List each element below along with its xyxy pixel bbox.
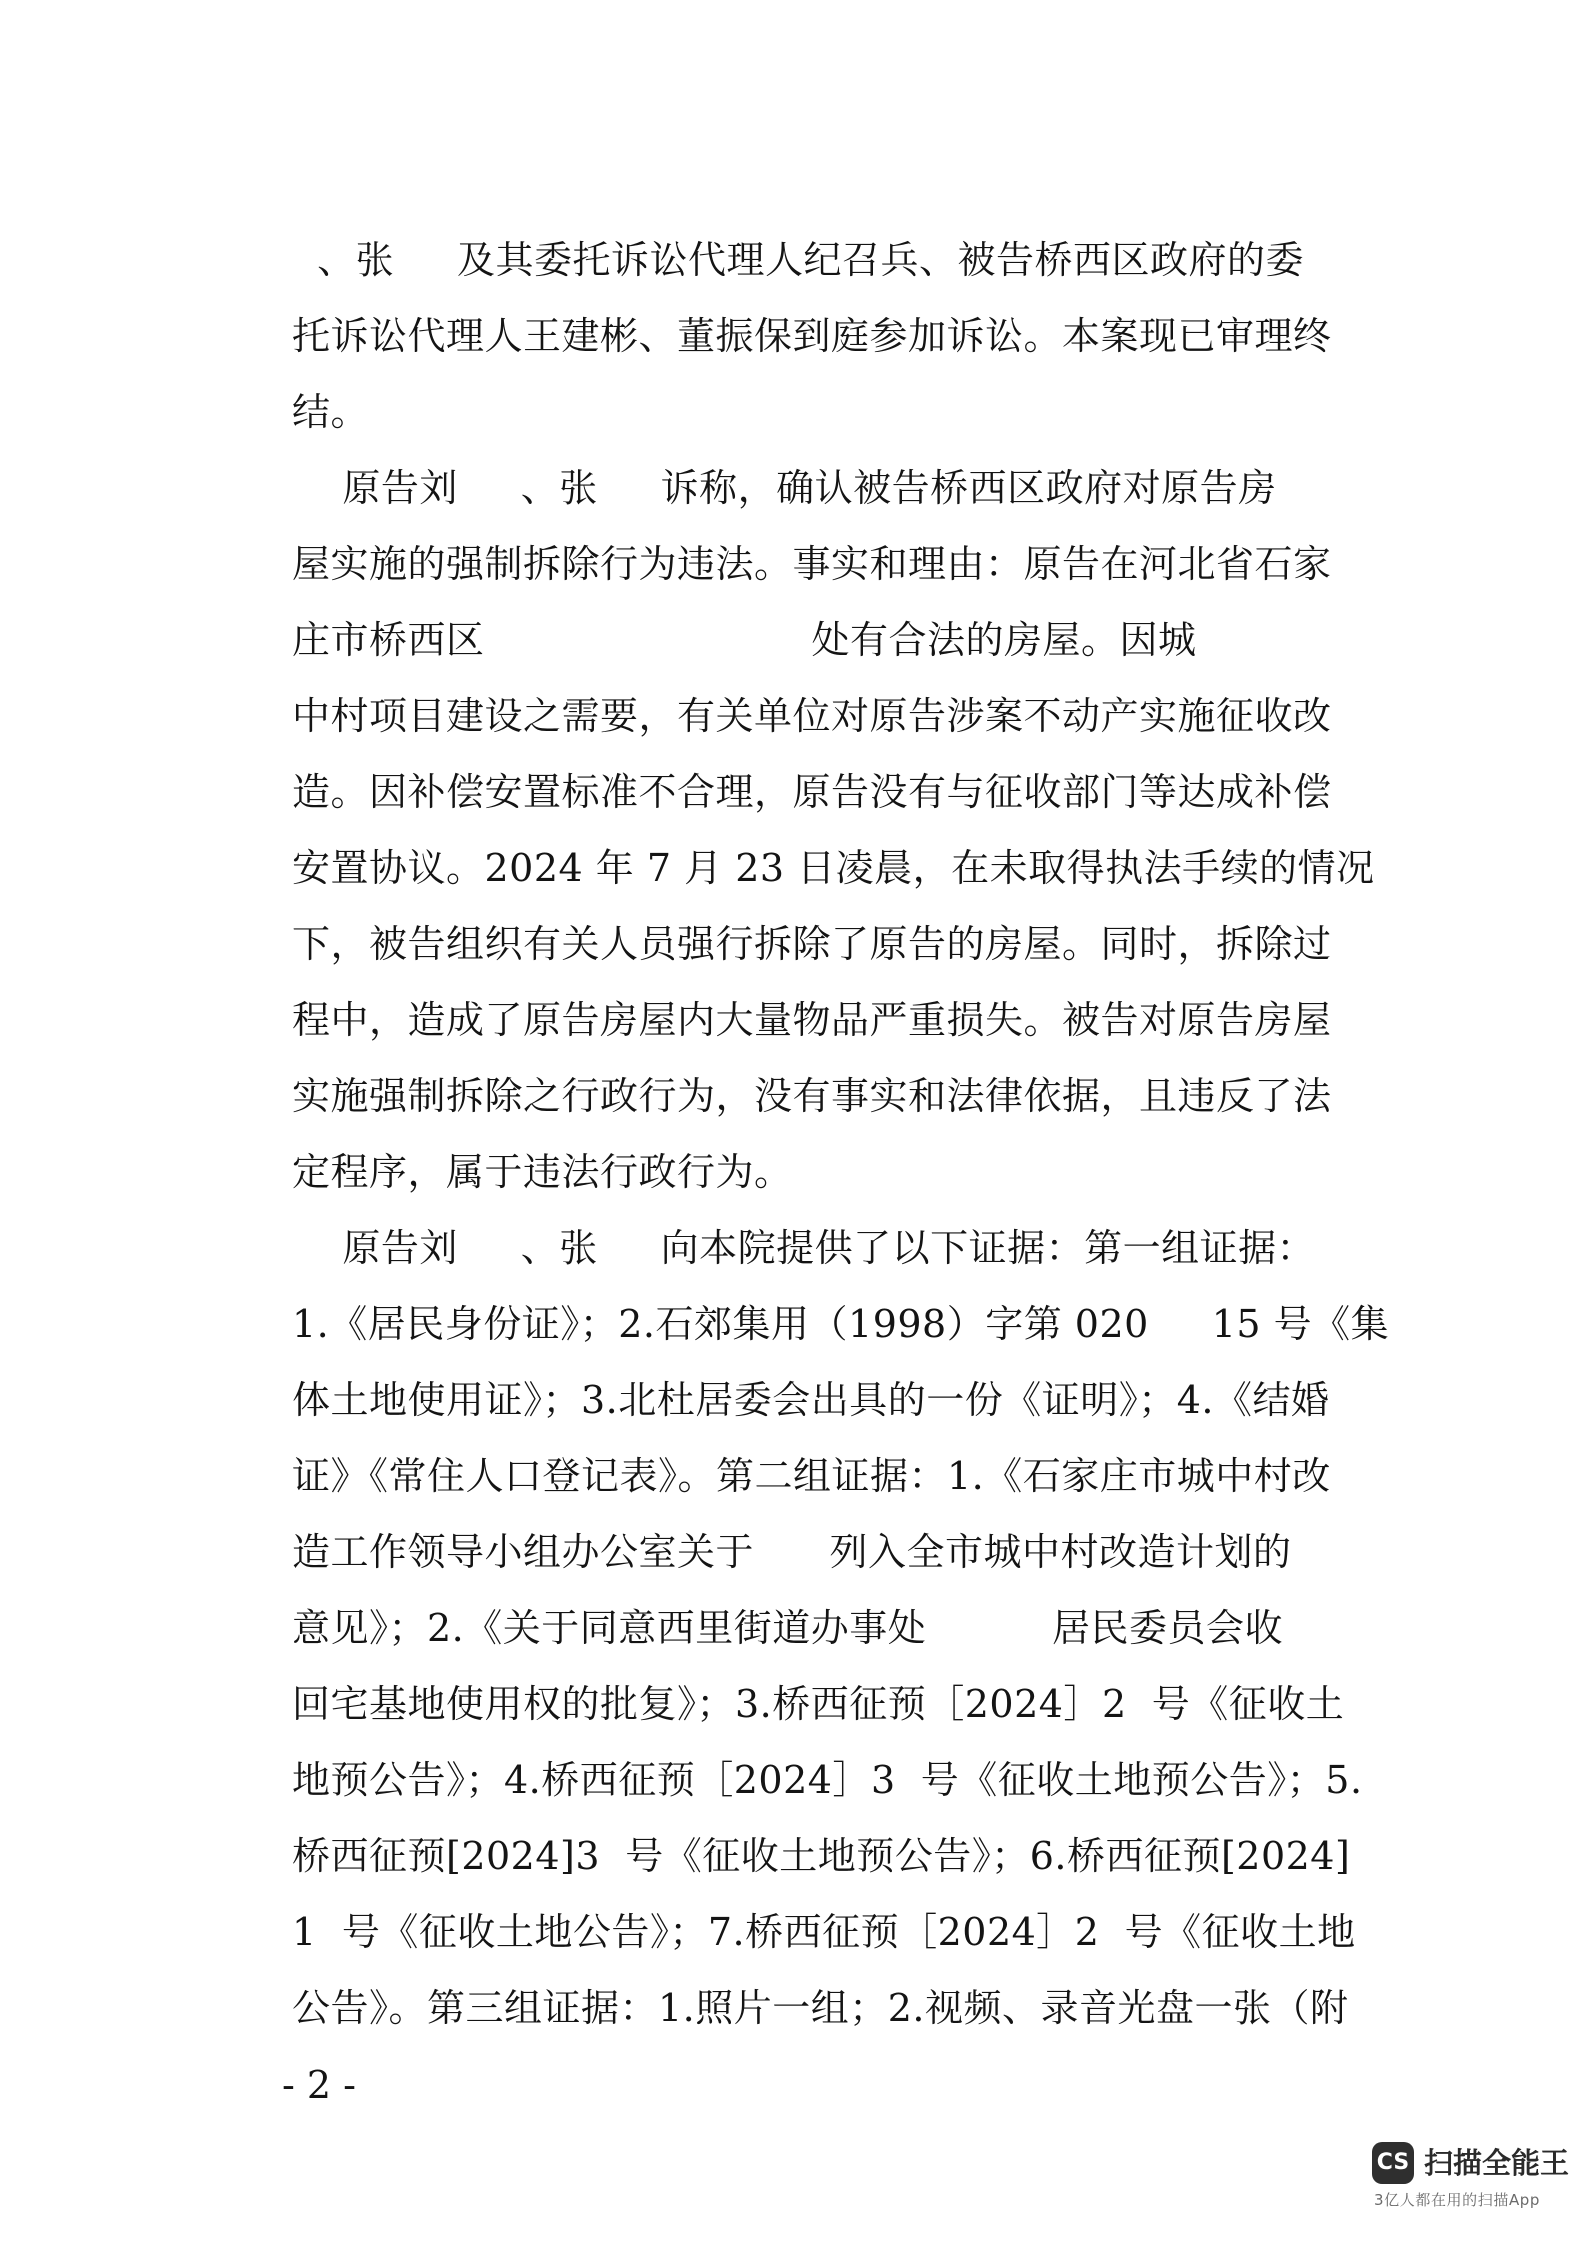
text-line: 1.《居民身份证》；2.石郊集用（1998）字第 020 15 号《集 <box>292 1302 1390 1346</box>
text-line: 造工作领导小组办公室关于 列入全市城中村改造计划的 <box>292 1530 1292 1574</box>
text-line: 造。因补偿安置标准不合理，原告没有与征收部门等达成补偿 <box>292 770 1332 814</box>
scanner-watermark <box>1372 2140 1572 2220</box>
text-line: 证》《常住人口登记表》。第二组证据：1.《石家庄市城中村改 <box>292 1454 1331 1498</box>
text-line: 公告》。第三组证据：1.照片一组；2.视频、录音光盘一张（附 <box>292 1986 1349 2030</box>
text-line: 庄市桥西区 处有合法的房屋。因城 <box>292 618 1197 662</box>
text-line: 桥西征预[2024]3 号《征收土地预公告》；6.桥西征预[2024] <box>292 1834 1351 1878</box>
cs-logo-icon: CS <box>1372 2142 1414 2184</box>
text-line: 中村项目建设之需要，有关单位对原告涉案不动产实施征收改 <box>292 694 1332 738</box>
page-number: - 2 - <box>282 2063 357 2107</box>
text-line: 原告刘 、张 诉称，确认被告桥西区政府对原告房 <box>292 466 1277 510</box>
text-line: 定程序，属于违法行政行为。 <box>292 1150 793 1194</box>
text-line: 回宅基地使用权的批复》；3.桥西征预［2024］2 号《征收土 <box>292 1682 1345 1726</box>
text-line: 意见》；2.《关于同意西里街道办事处 居民委员会收 <box>292 1606 1284 1650</box>
text-line: 安置协议。2024 年 7 月 23 日凌晨，在未取得执法手续的情况 <box>292 846 1375 890</box>
text-line: 、张 及其委托诉讼代理人纪召兵、被告桥西区政府的委 <box>292 238 1305 282</box>
text-line: 1 号《征收土地公告》；7.桥西征预［2024］2 号《征收土地 <box>292 1910 1356 1954</box>
text-line: 下，被告组织有关人员强行拆除了原告的房屋。同时，拆除过 <box>292 922 1332 966</box>
text-line: 结。 <box>292 390 370 434</box>
text-line: 屋实施的强制拆除行为违法。事实和理由：原告在河北省石家 <box>292 542 1332 586</box>
text-line: 程中，造成了原告房屋内大量物品严重损失。被告对原告房屋 <box>292 998 1332 1042</box>
document-body <box>292 222 1390 2046</box>
watermark-title: 扫描全能王 <box>1424 2146 1570 2180</box>
watermark-subtitle: 3亿人都在用的扫描App <box>1374 2191 1541 2209</box>
text-line: 实施强制拆除之行政行为，没有事实和法律依据，且违反了法 <box>292 1074 1332 1118</box>
text-line: 体土地使用证》；3.北杜居委会出具的一份《证明》；4.《结婚 <box>292 1378 1330 1422</box>
text-line: 原告刘 、张 向本院提供了以下证据：第一组证据： <box>292 1226 1316 1270</box>
text-line: 地预公告》；4.桥西征预［2024］3 号《征收土地预公告》；5. <box>292 1758 1363 1802</box>
text-line: 托诉讼代理人王建彬、董振保到庭参加诉讼。本案现已审理终 <box>292 314 1332 358</box>
